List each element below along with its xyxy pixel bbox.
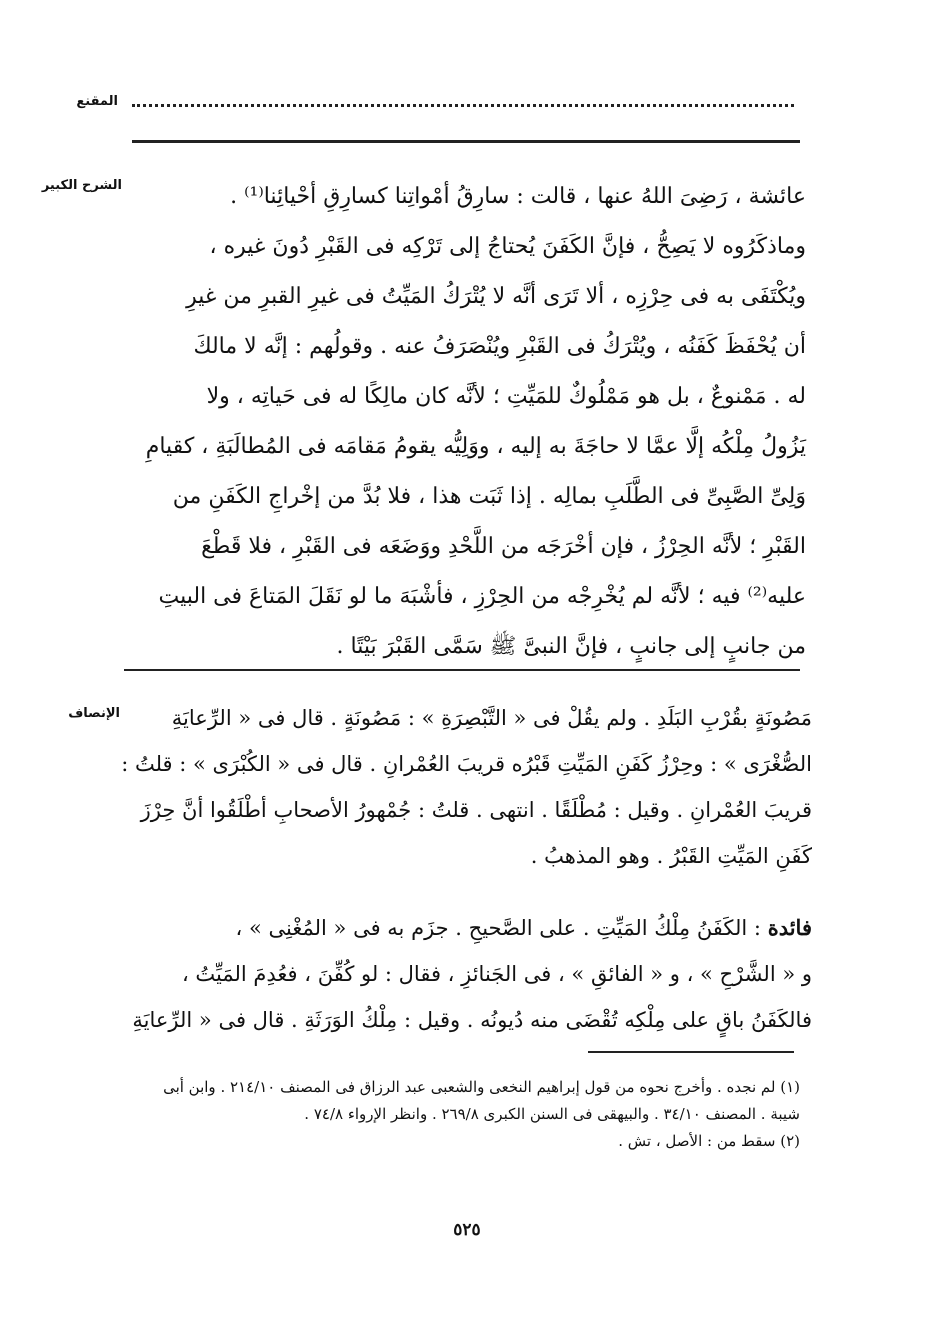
text-line: من جانبٍ إلى جانبٍ ، فإنَّ النبىَّ ﷺ سَمَّى القَبْرَ بَيْتًا . [336,634,806,659]
text-line: يَزُولُ مِلْكُه إلَّا عمَّا لا حاجَةَ به إليه ، ووَلِيُّه يقومُ مَقامَه فى المُطالَبَةِ ، كقيامِ [145,434,806,459]
page-number: ٥٢٥ [453,1220,481,1240]
section-label-insaf: الإنصاف [68,706,120,721]
text-line: ويُكْتَفَى به فى حِرْزِه ، ألا تَرَى أنَّه لا يُتْرَكُ المَيِّتُ فى غيرِ القبرِ من غيرِ [186,284,806,309]
header-rule [132,140,800,143]
text-line: له . مَمْنوعٌ ، بل هو مَمْلُوكٌ للمَيِّتِ ؛ لأنَّه كان مالِكًا له فى حَياتِه ، ولا [206,384,806,409]
section-label-sharh: الشرح الكبير [41,178,122,193]
book-title: المقنع [76,94,118,109]
faida-text [122,905,812,1043]
text-line: وَلِىِّ الصَّبِىِّ فى الطَّلَبِ بمالِه . إذا ثَبَت هذا ، فلا بُدَّ من إخْراجِ الكَفَنِ من [172,484,806,509]
footnote-line: (٢) سقط من : الأصل ، تش . [618,1132,800,1150]
text-line: عليه⁽²⁾ فيه ؛ لأنَّه لم يُخْرِجْه من الحِرْزِ ، فأشْبَهَ ما لو نَقَلَ المَتاعَ فى البيتِ [158,584,806,609]
text-line: فالكَفَنُ باقٍ على مِلْكِه تُقْضَى منه دُيونُه . وقيل : مِلْكُ الوَرَثَةِ . قال فى « الرِّعايَةِ [132,1008,812,1032]
footnote-line: شيبة . المصنف ٣٤/١٠ . والبيهقى فى السنن الكبرى ٢٦٩/٨ . وانظر الإرواء ٧٤/٨ . [304,1105,800,1123]
text-line: كَفَنِ المَيِّتِ القَبْرُ . وهو المذهبُ . [530,844,812,868]
insaf-text [122,695,812,879]
faida-first-line-text: : الكَفَنُ مِلْكُ المَيِّتِ . على الصَّحيحِ . جزَم به فى « المُغْنِى » ، [235,916,768,940]
faida-heading: فائدة [767,915,812,940]
text-line: القَبْرِ ؛ لأنَّه الحِرْزُ ، فإن أخْرَجَه من اللَّحْدِ ووَضَعَه فى القَبْرِ ، فلا قَطْعَ [201,534,806,559]
text-line: أن يُحْفَظَ كَفَنُه ، ويُتْرَكُ فى القَبْرِ ويُنْصَرَفُ عنه . وقولُهم : إنَّه لا مالكَ [193,334,806,359]
text-line: مَصُونَةٍ بقُرْبِ البَلَدِ . ولم يقُلْ فى « التَّبْصِرَةِ » : مَصُونَةٍ . قال فى « الرِّعايَةِ [171,706,812,730]
text-line: وماذكَرُوه لا يَصِحُّ ، فإنَّ الكَفَنَ يُحتاجُ إلى تَرْكِه فى القَبْرِ دُونَ غيره ، [209,234,806,259]
footnote-rule [588,1051,794,1053]
section-divider [124,669,800,671]
header-dotted-line [132,104,794,107]
text-line: و « الشَّرْحِ » ، و « الفائقِ » ، فى الجَنائزِ ، فقال : لو كُفِّنَ ، فعُدِمَ المَيِّتُ ، [181,962,812,986]
footnote-line: (١) لم نجده . وأخرج نحوه من قول إبراهيم النخعى والشعبى عبد الرزاق فى المصنف ٢١٤/١٠ . وابن أبى [163,1078,800,1096]
footnotes [163,1074,800,1155]
text-line: الصُّغْرَى » : وحِرْزُ كَفَنِ المَيِّتِ قَبْرُه قريبَ العُمْرانِ . قال فى « الكُبْرَى » : قلتُ : [121,752,812,776]
sharh-text [122,172,806,672]
text-line: عائشة ، رَضِىَ اللهُ عنها ، قالت : سارِقُ أمْواتِنا كسارِقِ أحْيائِنا⁽¹⁾ . [230,184,806,209]
text-line: قريبَ العُمْرانِ . وقيل : مُطْلَقًا . انتهى . قلتُ : جُمْهورُ الأصحابِ أطْلَقُوا أنَّ حِرْزَ [140,798,812,822]
faida-first-line [122,905,812,951]
